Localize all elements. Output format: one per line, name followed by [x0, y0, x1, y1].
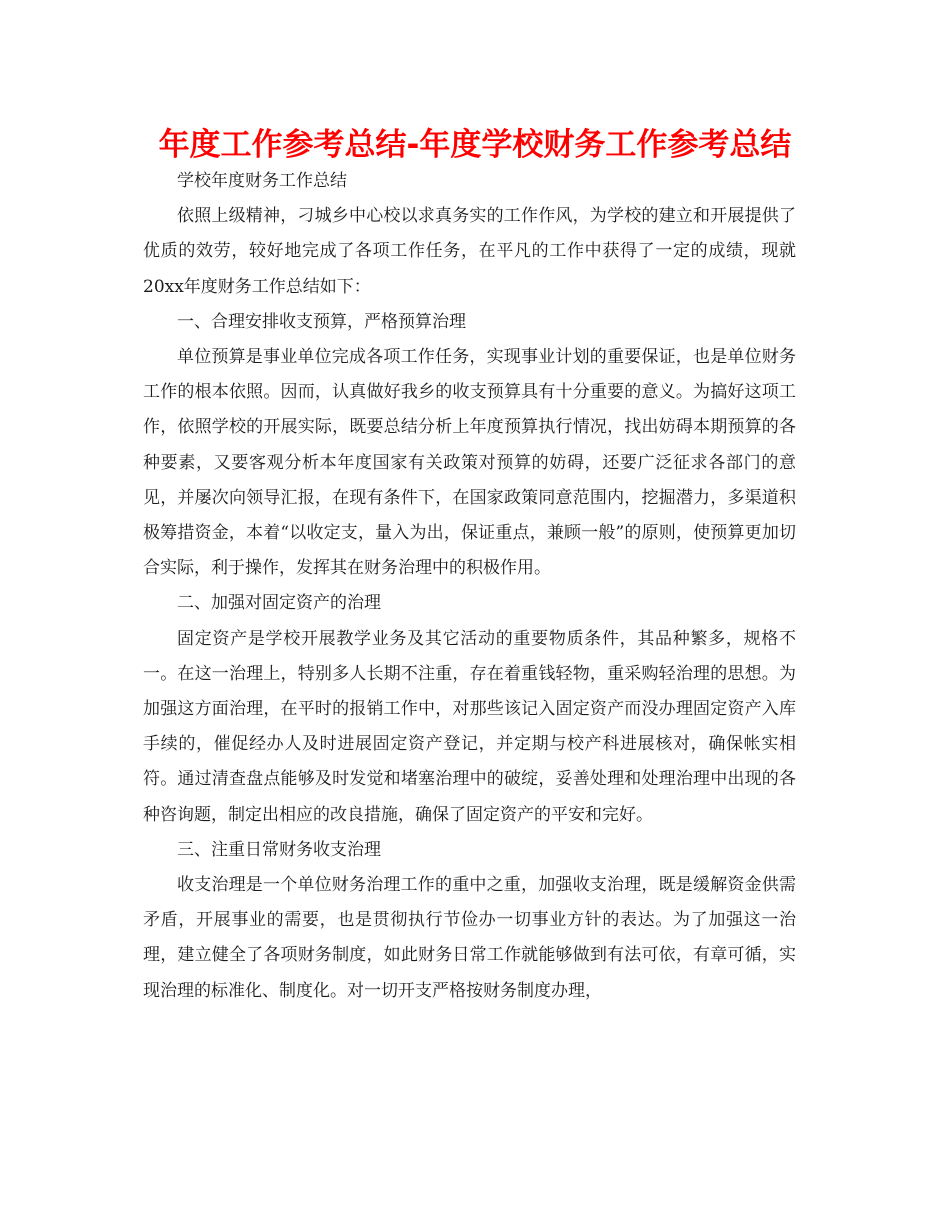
paragraph-intro: 依照上级精神，刁城乡中心校以求真务实的工作作风，为学校的建立和开展提供了优质的效劳，较好地完成了各项工作任务，在平凡的工作中获得了一定的成绩，现就20xx年度财务工作总结如下：	[143, 206, 796, 297]
document-body	[143, 164, 796, 1009]
paragraph-subtitle: 学校年度财务工作总结	[177, 171, 347, 191]
section-heading-fixed-assets: 二、加强对固定资产的治理	[177, 593, 381, 614]
section-heading-daily-finance: 三、注重日常财务收支治理	[177, 839, 381, 860]
paragraph-fixed-assets: 固定资产是学校开展教学业务及其它活动的重要物质条件，其品种繁多，规格不一。在这一治理上，特别多人长期不注重，存在着重钱轻物，重采购轻治理的思想。为加强这方面治理，在平时的报销工作中，对那些该记入固定资产而没办理固定资产入库手续的，催促经办人及时进展固定资产登记，并定期与校产科进展核对，确保帐实相符。通过清查盘点能够及时发觉和堵塞治理中的破绽，妥善处理和处理治理中出现的各种咨询题，制定出相应的改良措施，确保了固定资产的平安和完好。	[143, 628, 796, 825]
section-heading-budget: 一、合理安排收支预算，严格预算治理	[177, 311, 466, 332]
document-title: 年度工作参考总结-年度学校财务工作参考总结	[158, 127, 792, 163]
paragraph-daily-finance: 收支治理是一个单位财务治理工作的重中之重，加强收支治理，既是缓解资金供需矛盾，开展事业的需要，也是贯彻执行节俭办一切事业方针的表达。为了加强这一治理，建立健全了各项财务制度，如此财务日常工作就能够做到有法可依，有章可循，实现治理的标准化、制度化。对一切开支严格按财务制度办理，	[143, 875, 796, 1001]
paragraph-budget: 单位预算是事业单位完成各项工作任务，实现事业计划的重要保证，也是单位财务工作的根本依照。因而，认真做好我乡的收支预算具有十分重要的意义。为搞好这项工作，依照学校的开展实际，既要总结分析上年度预算执行情况，找出妨碍本期预算的各种要素，又要客观分析本年度国家有关政策对预算的妨碍，还要广泛征求各部门的意见，并屡次向领导汇报，在现有条件下，在国家政策同意范围内，挖掘潜力，多渠道积极筹措资金，本着“以收定支，量入为出，保证重点，兼顾一般”的原则，使预算更加切合实际，利于操作，发挥其在财务治理中的积极作用。	[143, 347, 796, 579]
